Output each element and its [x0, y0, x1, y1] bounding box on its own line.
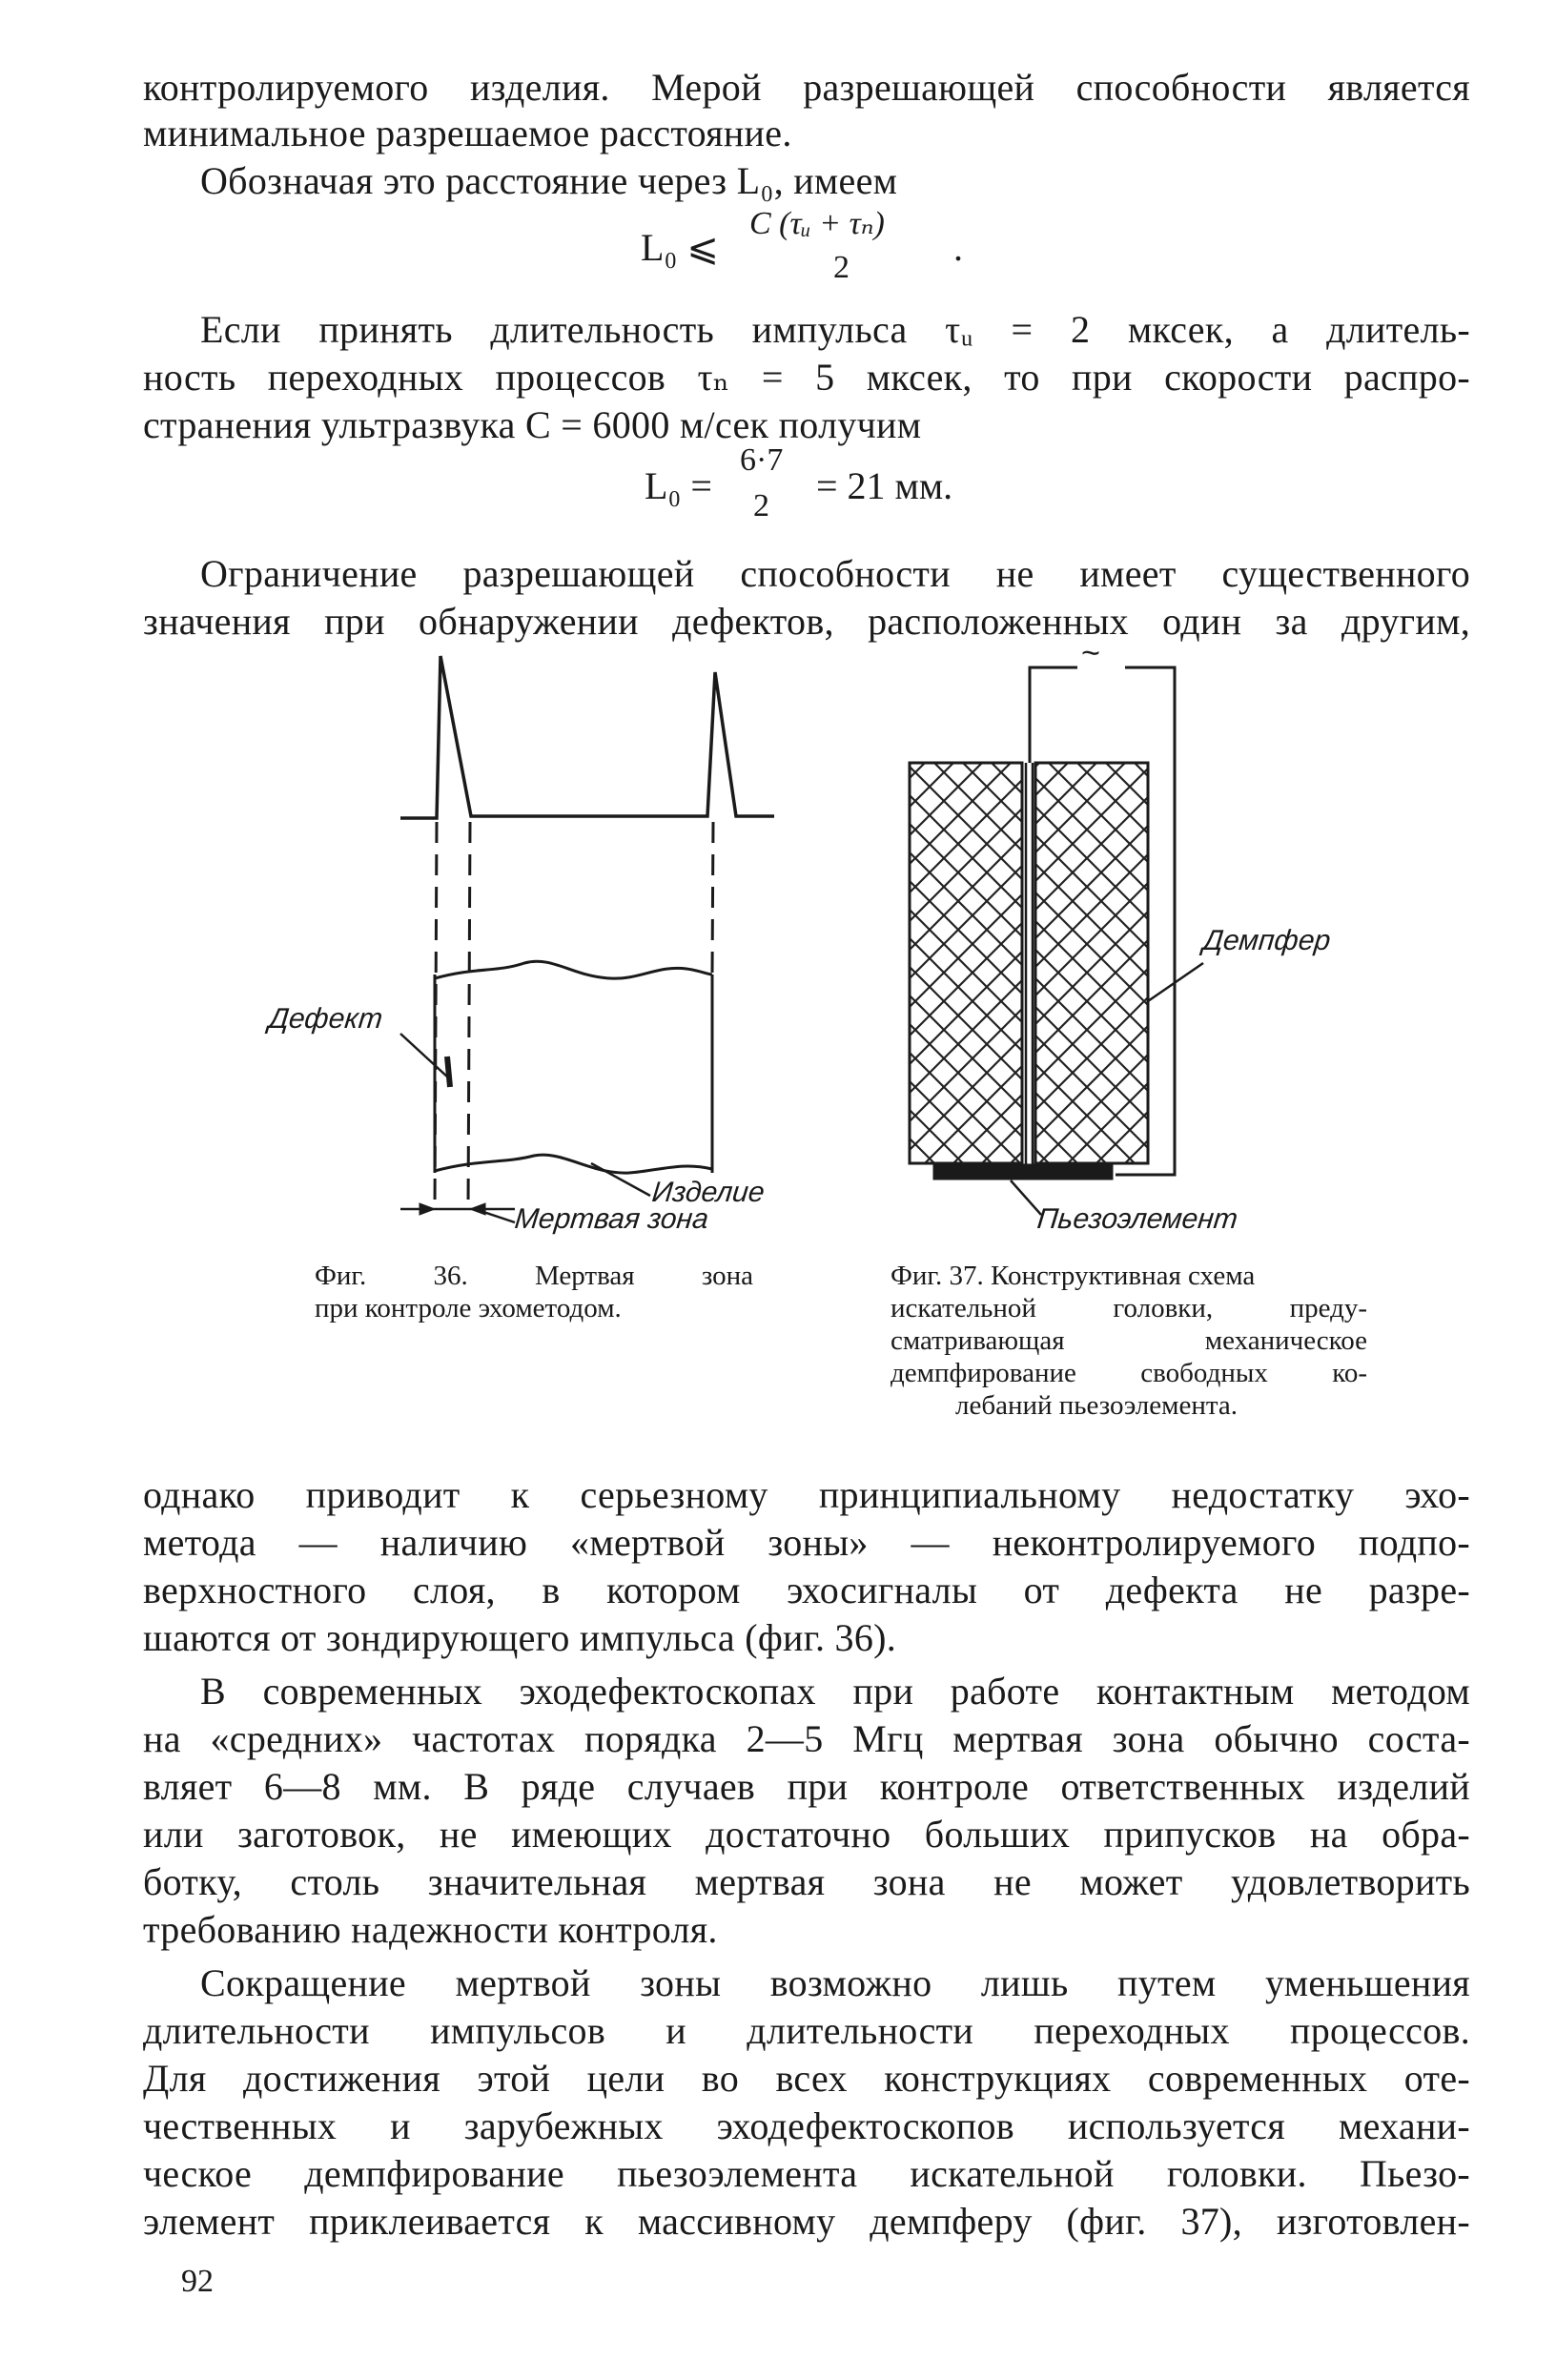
figure-36-caption: при контроле эхометодом.	[315, 1293, 622, 1323]
formula-rhs: = 21 мм.	[816, 464, 953, 507]
text-line: вляет 6—8 мм. В ряде случаев при контроле ответственных изделий	[143, 1765, 1470, 1808]
formula-numerator: 6·7	[740, 442, 784, 478]
text-line: требованию надежности контроля.	[143, 1908, 718, 1951]
damper-right	[1035, 763, 1148, 1163]
label-ac-source: ~	[1079, 635, 1102, 671]
piezo-element	[934, 1165, 1112, 1179]
label-piezo: Пьезоэлемент	[1035, 1203, 1239, 1235]
text-line: ность переходных процессов τₙ = 5 мксек, то при скорости распро-	[143, 356, 1470, 399]
text-line: Если принять длительность импульса τᵤ = 2 мксек, а длитель-	[200, 308, 1470, 351]
text-line: чественных и зарубежных эходефектоскопов используется механи-	[143, 2104, 1470, 2147]
defect-mark	[447, 1057, 450, 1087]
dimension-arrow-left	[420, 1203, 435, 1215]
text-line: Для достижения этой цели во всех конструкциях современных оте-	[143, 2057, 1470, 2100]
product-leader	[591, 1163, 650, 1196]
formula-denominator: 2	[833, 250, 850, 285]
figure-37-caption: сматривающая механическое	[891, 1325, 1367, 1356]
defect-leader	[400, 1034, 448, 1077]
formula-lhs: L₀ =	[645, 464, 712, 507]
dimension-arrow-right	[470, 1203, 485, 1215]
figure-37-caption: искательной головки, преду-	[891, 1293, 1367, 1323]
text-line: длительности импульсов и длительности переходных процессов.	[143, 2009, 1470, 2052]
text-line: или заготовок, не имеющих достаточно больших припусков на обра-	[143, 1813, 1470, 1856]
product-dash-right	[712, 822, 713, 973]
text-line: ботку, столь значительная мертвая зона не может удовлетворить	[143, 1860, 1470, 1903]
label-dead-zone: Мертвая зона	[513, 1203, 710, 1235]
text-line: Обозначая это расстояние через L₀, имеем	[200, 159, 898, 202]
formula-numerator: C (τᵤ + τₙ)	[749, 206, 885, 241]
figure-37-caption: Фиг. 37. Конструктивная схема	[891, 1261, 1256, 1291]
label-defect: Дефект	[267, 1003, 384, 1035]
center-electrode	[1026, 763, 1033, 1165]
formula-tail: .	[953, 226, 963, 269]
text-line: Ограничение разрешающей способности не имеет существенного	[200, 552, 1470, 595]
label-product: Изделие	[650, 1177, 767, 1208]
product-bottom-break	[435, 1155, 712, 1173]
formula-denominator: 2	[753, 488, 769, 523]
label-damper: Демпфер	[1201, 925, 1333, 956]
figure-36-caption: Фиг. 36. Мертвая зона	[315, 1261, 753, 1291]
text-line: контролируемого изделия. Мерой разрешающей способности является	[143, 66, 1470, 109]
figure-36	[400, 656, 774, 1222]
text-line: значения при обнаружении дефектов, расположенных один за другим,	[143, 600, 1470, 643]
text-line: элемент приклеивается к массивному демпферу (фиг. 37), изготовлен-	[143, 2200, 1470, 2243]
text-line: Сокращение мертвой зоны возможно лишь путем уменьшения	[200, 1961, 1470, 2004]
text-line: на «средних» частотах порядка 2—5 Мгц мертвая зона обычно соста-	[143, 1717, 1470, 1760]
text-line: метода — наличию «мертвой зоны» — неконтролируемого подпо-	[143, 1521, 1470, 1564]
figure-37-caption: демпфирование свободных ко-	[891, 1358, 1367, 1388]
text-line: ческое демпфирование пьезоэлемента искательной головки. Пьезо-	[143, 2152, 1470, 2195]
lead-wire-left	[1030, 667, 1077, 763]
formula-lhs: L₀ ⩽	[641, 226, 719, 269]
text-line: странения ультразвука C = 6000 м/сек получим	[143, 403, 922, 446]
oscillogram-trace	[400, 656, 774, 818]
product-outline	[435, 975, 712, 1173]
text-line: шаются от зондирующего импульса (фиг. 36).	[143, 1616, 897, 1659]
figure-37	[910, 667, 1203, 1215]
product-top-break	[435, 961, 712, 978]
page-number: 92	[181, 2264, 214, 2299]
damper-left	[910, 763, 1022, 1163]
dead-zone-dash-right	[468, 822, 470, 1209]
text-line: однако приводит к серьезному принципиальному недостатку эхо-	[143, 1473, 1470, 1516]
piezo-leader	[1011, 1180, 1041, 1215]
text-line: минимальное разрешаемое расстояние.	[143, 112, 792, 154]
figure-37-caption: лебаний пьезоэлемента.	[955, 1390, 1239, 1421]
text-line: верхностного слоя, в котором эхосигналы от дефекта не разре-	[143, 1569, 1470, 1611]
text-line: В современных эходефектоскопах при работе контактным методом	[200, 1670, 1470, 1713]
